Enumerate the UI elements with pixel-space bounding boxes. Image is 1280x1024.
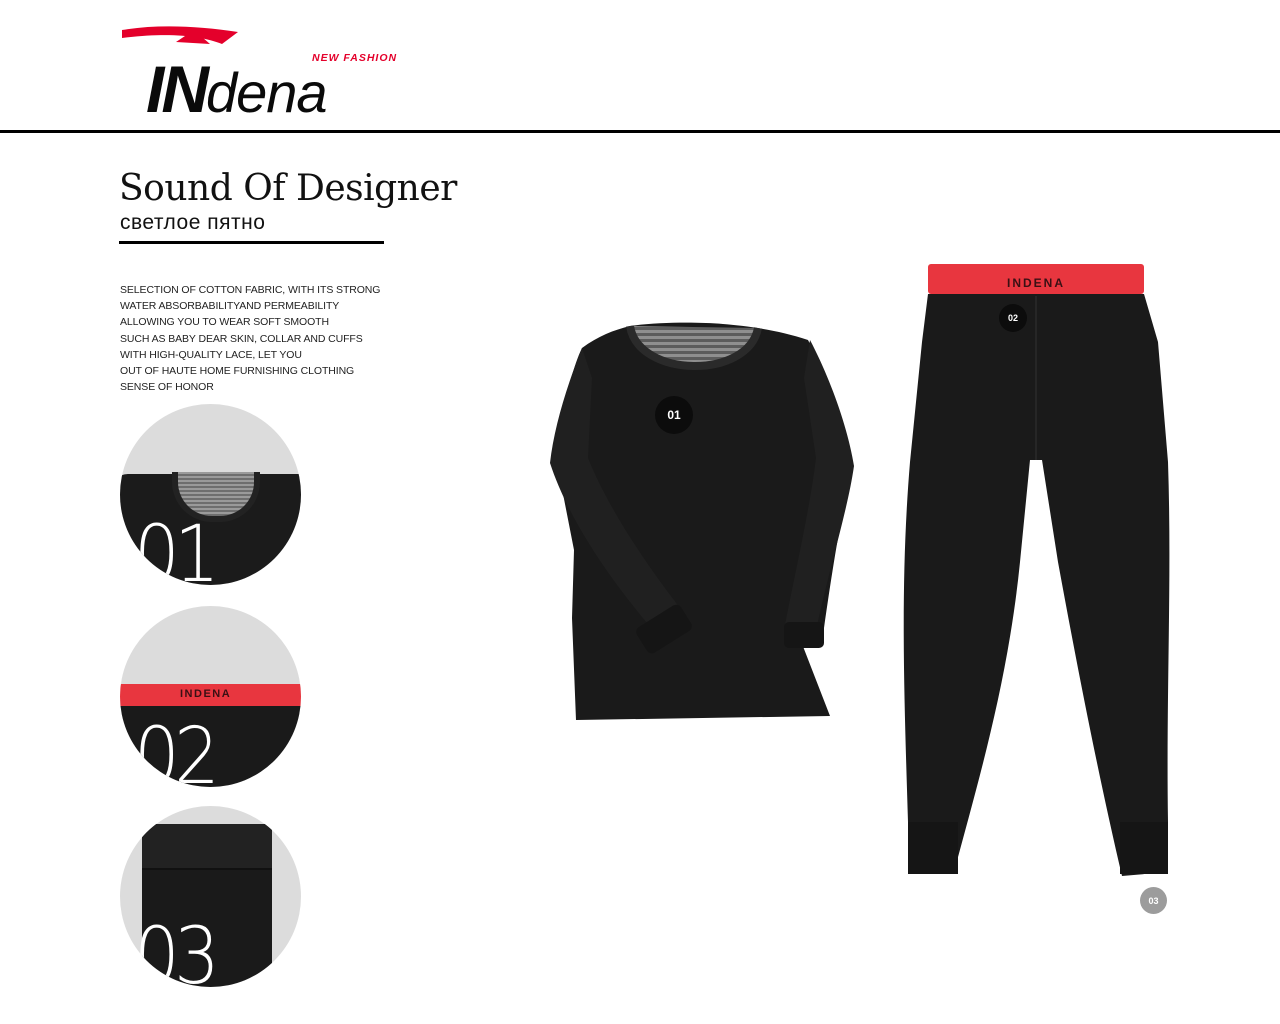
description-line: SUCH AS BABY DEAR SKIN, COLLAR AND CUFFS [120,332,363,345]
marker-badge-pants[interactable]: 02 [999,304,1027,332]
cuff-fold-icon [142,824,272,870]
description-line: OUT OF HAUTE HOME FURNISHING CLOTHING [120,365,355,378]
detail-number: 03 [134,912,215,987]
description-line: SELECTION OF COTTON FABRIC, WITH ITS STRONG [120,284,381,296]
header-divider [0,130,1280,133]
detail-circle-waistband [120,606,301,787]
brand-logo[interactable] [118,22,398,126]
description-line: WITH HIGH-QUALITY LACE, LET YOU [120,348,302,361]
detail-circle-cuff [120,806,301,987]
title-divider [119,241,384,244]
detail-number: 02 [134,712,215,787]
thermal-pants-image[interactable] [890,262,1180,882]
detail-number: 01 [134,510,215,585]
waistband-label: INDENA [180,688,232,700]
product-description [120,282,420,395]
marker-badge-shirt[interactable]: 01 [655,396,693,434]
thermal-shirt-image[interactable] [548,318,858,728]
description-line: ALLOWING YOU TO WEAR SOFT SMOOTH [120,316,329,329]
waistband-detail-image [120,684,301,706]
pants-waistband-label: INDENA [1006,276,1066,290]
description-line: WATER ABSORBABILITYAND PERMEABILITY [120,300,340,313]
logo-tagline: NEW FASHION [312,52,398,64]
page-subtitle: светлое пятно [120,211,266,234]
description-line: SENSE OF HONOR [120,381,214,394]
logo-wordmark: INdena [146,52,327,126]
detail-circle-collar [120,404,301,585]
marker-badge-cuff[interactable]: 03 [1140,887,1167,914]
page-title: Sound Of Designer [119,168,457,209]
